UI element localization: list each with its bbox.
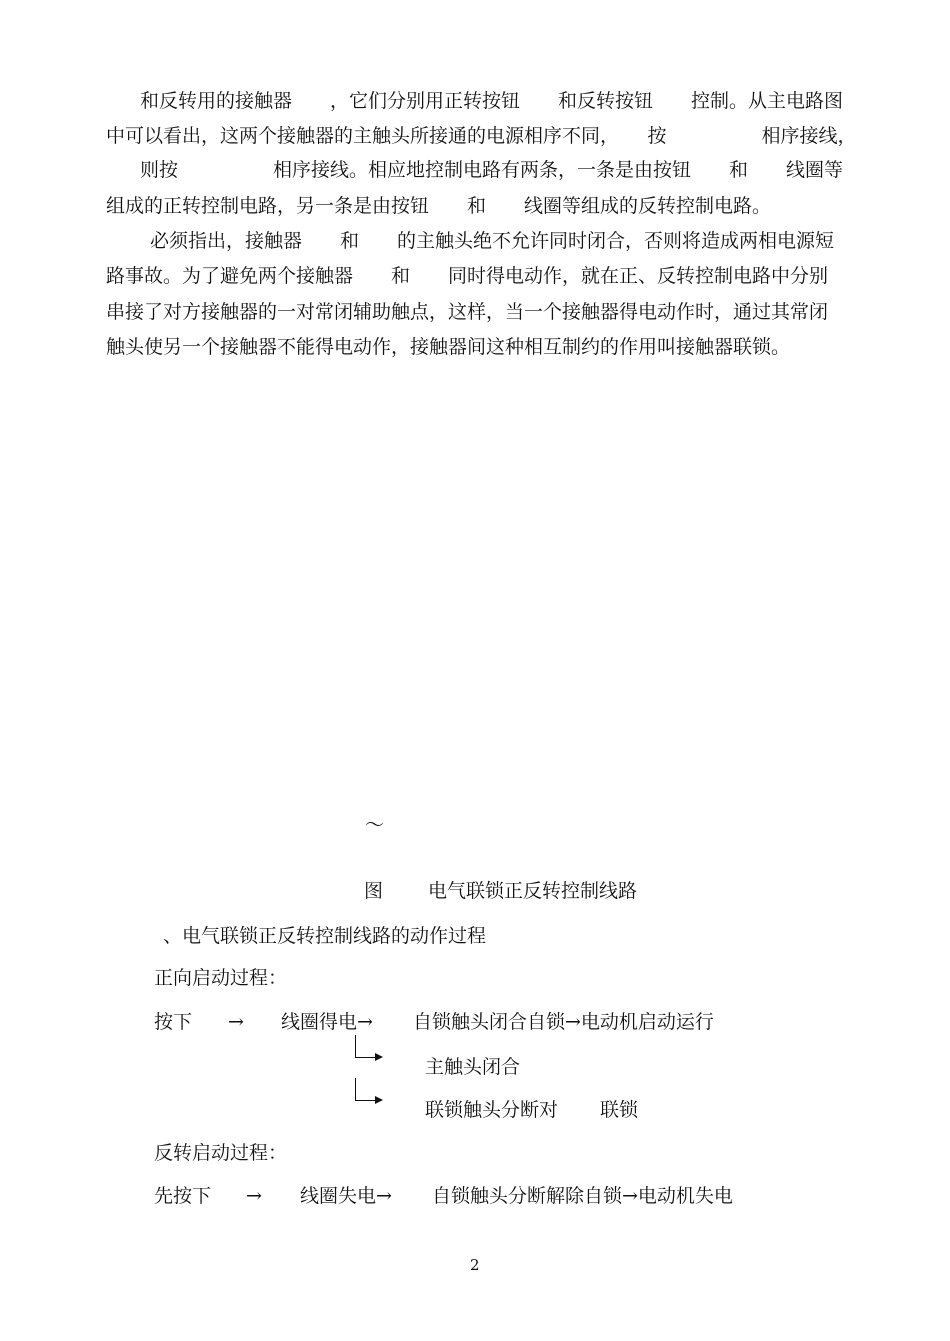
paragraph1-line2: 中可以看出，这两个接触器的主触头所接通的电源相序不同， 按 相序接线，: [106, 125, 857, 147]
forward-branch1: 自锁触头闭合自锁→电动机启动运行: [413, 1011, 714, 1033]
page-number: 2: [470, 1256, 480, 1274]
forward-arrow: →: [228, 1011, 244, 1033]
paragraph2-line4: 触头使另一个接触器不能得电动作，接触器间这种相互制约的作用叫接触器联锁。: [106, 336, 791, 358]
paragraph2-line3: 串接了对方接触器的一对常闭辅助触点，这样，当一个接触器得电动作时，通过其常闭: [106, 301, 829, 323]
paragraph2-line1: 必须指出，接触器 和 的主触头绝不允许同时闭合，否则将造成两相电源短: [150, 230, 835, 252]
reverse-coil: 线圈失电→: [300, 1185, 392, 1207]
paragraph2-line2: 路事故。为了避免两个接触器 和 同时得电动作，就在正、反转控制电路中分别: [106, 265, 829, 287]
arrow-head-icon: [375, 1096, 383, 1104]
figure-caption: 电气联锁正反转控制线路: [428, 880, 638, 902]
forward-press: 按下: [154, 1011, 193, 1033]
paragraph1-line3: 则按 相序接线。相应地控制电路有两条，一条是由按钮 和 线圈等: [140, 159, 844, 181]
reverse-branch1: 自锁触头分断解除自锁→电动机失电: [432, 1185, 733, 1207]
figure-tilde: ～: [365, 814, 385, 836]
paragraph1-line4: 组成的正转控制电路，另一条是由按钮 和 线圈等组成的反转控制电路。: [106, 195, 772, 217]
forward-title: 正向启动过程：: [154, 967, 288, 989]
arrow-head-icon: [375, 1053, 383, 1061]
forward-branch2: 主触头闭合: [425, 1056, 521, 1078]
branch-connector: [355, 1078, 376, 1101]
reverse-press: 先按下: [154, 1185, 212, 1207]
figure-caption-prefix: 图: [364, 880, 384, 902]
reverse-arrow: →: [246, 1185, 262, 1207]
paragraph1-line1: 和反转用的接触器 ，它们分别用正转按钮 和反转按钮 控制。从主电路图: [140, 90, 844, 112]
section-heading: 、电气联锁正反转控制线路的动作过程: [163, 925, 487, 947]
forward-coil: 线圈得电→: [281, 1011, 373, 1033]
forward-branch3-a: 联锁触头分断对: [425, 1099, 559, 1121]
reverse-title: 反转启动过程：: [154, 1142, 288, 1164]
forward-branch3-b: 联锁: [600, 1099, 639, 1121]
branch-connector: [355, 1035, 376, 1058]
